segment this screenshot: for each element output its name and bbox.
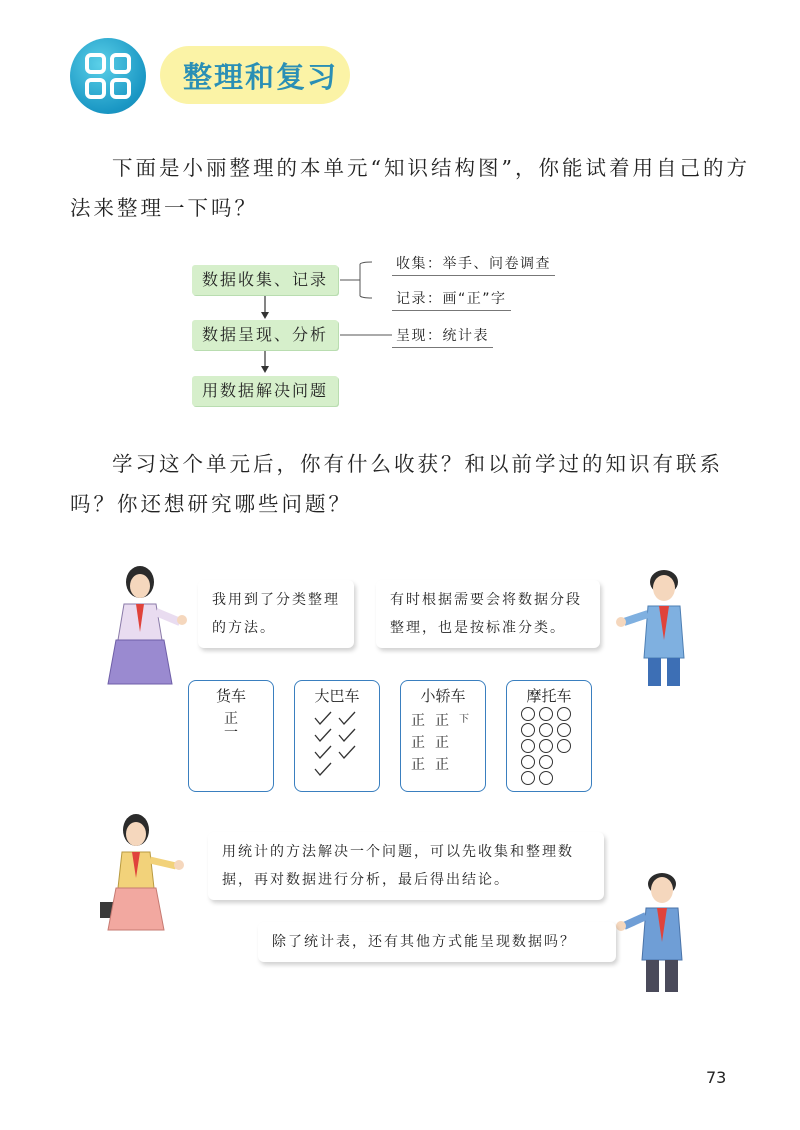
tally-box-bus — [294, 680, 380, 792]
tally-mark: 一 — [224, 725, 238, 741]
tally-marks — [401, 706, 485, 786]
tally-label: 货车 — [215, 687, 246, 705]
girl-illustration — [100, 562, 190, 690]
tally-box-truck — [188, 680, 274, 792]
tally-mark: 正 — [435, 713, 449, 729]
tally-mark: 正 — [411, 757, 425, 773]
check-mark — [315, 763, 331, 775]
boy-2-illustration — [612, 866, 702, 996]
map-leaf-collect: 收集：举手、问卷调查 — [392, 253, 555, 276]
grid-icon — [70, 38, 146, 114]
tally-mark: 下 — [459, 714, 469, 725]
check-mark — [339, 746, 355, 758]
map-leaf-present: 呈现：统计表 — [392, 325, 493, 348]
intro-paragraph: 下面是小丽整理的本单元“知识结构图”，你能试着用自己的方法来整理一下吗？ — [70, 156, 750, 220]
circle-mark — [557, 707, 571, 721]
tally-mark: 正 — [224, 711, 238, 727]
check-mark — [339, 712, 355, 724]
tally-label: 小轿车 — [420, 687, 466, 705]
tally-label: 摩托车 — [526, 687, 572, 705]
tally-mark: 正 — [435, 735, 449, 751]
question-paragraph: 学习这个单元后，你有什么收获？和以前学过的知识有联系吗？你还想研究哪些问题？ — [70, 452, 723, 516]
circle-mark — [539, 707, 553, 721]
check-mark — [315, 746, 331, 758]
circle-mark — [539, 771, 553, 785]
tally-mark: 正 — [411, 735, 425, 751]
circle-marks — [507, 706, 591, 786]
tally-box-motorcycle — [506, 680, 592, 792]
speech-bubble-boy-2: 除了统计表，还有其他方式能呈现数据吗？ — [258, 922, 616, 962]
circle-mark — [521, 739, 535, 753]
circle-mark — [521, 771, 535, 785]
check-mark — [315, 729, 331, 741]
check-marks — [295, 706, 379, 786]
check-mark — [339, 729, 355, 741]
circle-mark — [521, 755, 535, 769]
tally-label: 大巴车 — [314, 687, 360, 705]
map-node-present-analyze: 数据呈现、分析 — [192, 320, 338, 350]
circle-mark — [521, 707, 535, 721]
map-leaf-record: 记录：画“正”字 — [392, 288, 511, 311]
boy-illustration — [612, 562, 702, 690]
tally-mark: 正 — [411, 713, 425, 729]
circle-mark — [557, 739, 571, 753]
map-node-collect-record: 数据收集、记录 — [192, 265, 338, 295]
check-mark — [315, 712, 331, 724]
map-node-solve-problems: 用数据解决问题 — [192, 376, 338, 406]
page-title: 整理和复习 — [183, 60, 339, 94]
speech-bubble-girl-2: 用统计的方法解决一个问题，可以先收集和整理数据，再对数据进行分析，最后得出结论。 — [208, 832, 604, 900]
circle-mark — [539, 755, 553, 769]
tally-box-car — [400, 680, 486, 792]
speech-bubble-girl-1: 我用到了分类整理的方法。 — [198, 580, 354, 648]
circle-mark — [539, 723, 553, 737]
circle-mark — [557, 723, 571, 737]
circle-mark — [521, 723, 535, 737]
girl-2-illustration — [96, 810, 196, 935]
tally-marks — [189, 708, 273, 742]
page-number: 73 — [706, 1068, 727, 1087]
circle-mark — [539, 739, 553, 753]
tally-mark: 正 — [435, 757, 449, 773]
speech-bubble-boy-1: 有时根据需要会将数据分段整理，也是按标准分类。 — [376, 580, 600, 648]
